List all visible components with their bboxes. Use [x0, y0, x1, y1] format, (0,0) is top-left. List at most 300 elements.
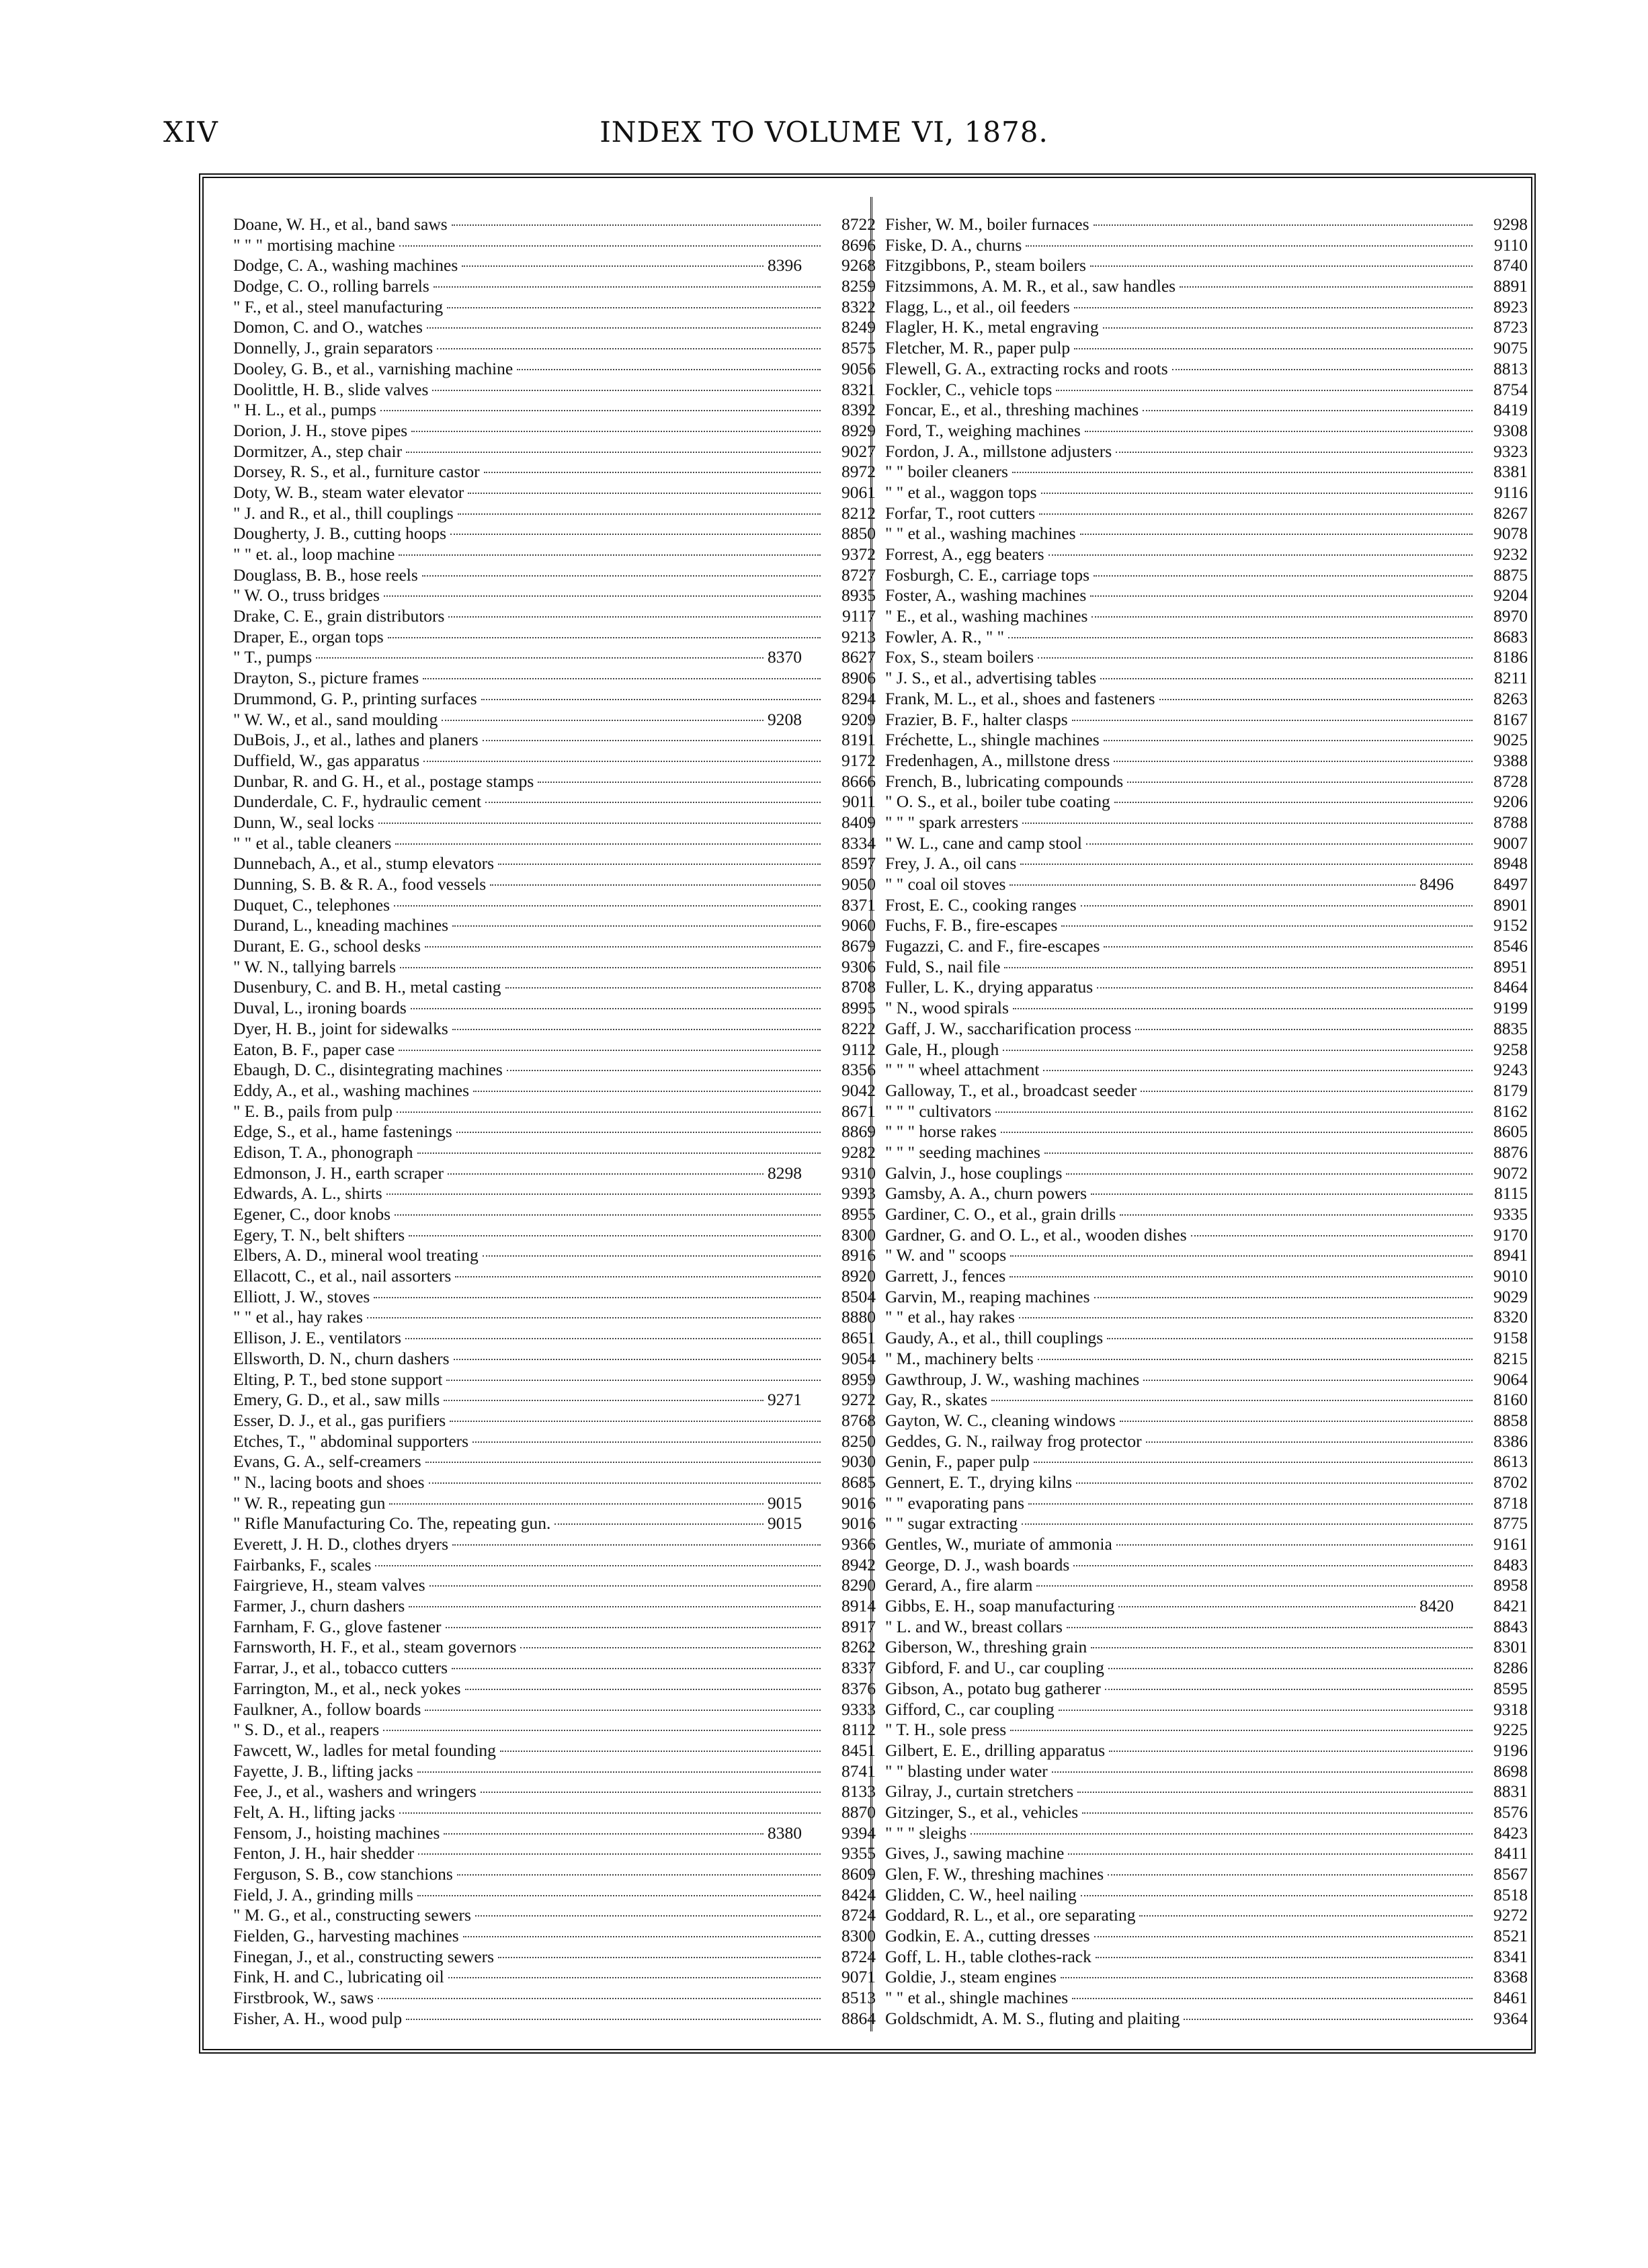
entry-page-number: 9388 [1493, 750, 1528, 770]
index-entry [233, 627, 876, 648]
entry-name: Drake, C. E., grain distributors [233, 606, 445, 626]
dot-leader [378, 823, 821, 824]
entry-name: Edge, S., et al., hame fastenings [233, 1122, 452, 1142]
entry-page-number: 9007 [1493, 833, 1528, 853]
entry-name: " " et. al., loop machine [233, 544, 395, 564]
entry-page-number: 9333 [841, 1699, 876, 1719]
entry-name: Goff, L. H., table clothes-rack [885, 1946, 1091, 1966]
dot-leader [418, 1853, 821, 1855]
dot-leader [452, 925, 821, 927]
index-entry [885, 1843, 1528, 1864]
entry-name: Dunderdale, C. F., hydraulic cement [233, 792, 482, 812]
entry-name: Gaff, J. W., saccharification process [885, 1018, 1132, 1038]
entry-page-number: 8916 [841, 1245, 876, 1265]
entry-page-number: 9078 [1493, 523, 1528, 544]
index-entry [885, 297, 1528, 318]
index-entry [233, 1349, 876, 1370]
index-entry [885, 2009, 1528, 2029]
entry-name: " " " mortising machine [233, 235, 395, 255]
entry-name: Drayton, S., picture frames [233, 668, 419, 688]
entry-page-number: 8162 [1493, 1101, 1528, 1121]
index-entry [233, 1245, 876, 1266]
index-entry [233, 400, 876, 421]
dot-leader [991, 1400, 1473, 1401]
dot-leader [995, 1111, 1473, 1113]
entry-name: Fee, J., et al., washers and wringers [233, 1781, 477, 1802]
entry-page-number: 8864 [841, 2008, 876, 2028]
entry-page-number: 8901 [1493, 894, 1528, 915]
dot-leader [484, 472, 821, 473]
dot-leader [1038, 657, 1473, 659]
entry-name: Fuchs, F. B., fire-escapes [885, 915, 1058, 935]
index-entry [233, 1081, 876, 1101]
index-entry [233, 1864, 876, 1885]
entry-name: " " " horse rakes [885, 1122, 997, 1142]
entry-name: " Rifle Manufacturing Co. The, repeating gun. [233, 1513, 551, 1534]
entry-name: Gentles, W., muriate of ammonia [885, 1534, 1112, 1554]
index-entry [233, 833, 876, 854]
index-entry [233, 503, 876, 524]
entry-page-number: 8696 [841, 235, 876, 255]
entry-page-number: 8222 [841, 1018, 876, 1038]
dot-leader [490, 884, 821, 886]
dot-leader [450, 534, 821, 535]
entry-name: Gerard, A., fire alarm [885, 1575, 1033, 1595]
entry-alt-page: 9271 [768, 1390, 802, 1410]
entry-name: Fitzgibbons, P., steam boilers [885, 255, 1086, 276]
entry-page-number: 8917 [841, 1616, 876, 1636]
entry-page-number: 8923 [1493, 296, 1528, 317]
dot-leader [452, 1544, 821, 1546]
index-entry [233, 1885, 876, 1906]
dot-leader [423, 678, 821, 679]
index-entry [233, 359, 876, 380]
entry-page-number: 9011 [841, 792, 876, 812]
entry-page-number: 9060 [841, 915, 876, 935]
entry-name: " E. B., pails from pulp [233, 1101, 393, 1121]
index-entry [233, 1534, 876, 1555]
dot-leader [457, 1874, 821, 1876]
entry-page-number: 8263 [1493, 688, 1528, 708]
entry-name: " J. S., et al., advertising tables [885, 668, 1097, 688]
index-entry [233, 565, 876, 586]
index-entry [233, 1328, 876, 1349]
index-entry [885, 359, 1528, 380]
entry-name: Flewell, G. A., extracting rocks and roots [885, 358, 1168, 378]
entry-page-number: 9282 [841, 1142, 876, 1162]
index-entry [885, 936, 1528, 957]
index-entry [233, 751, 876, 771]
entry-page-number: 8504 [841, 1286, 876, 1306]
entry-name: " " et al., shingle machines [885, 1988, 1069, 2008]
index-entry [233, 1802, 876, 1823]
index-entry [885, 1720, 1528, 1740]
dot-leader [483, 1255, 821, 1257]
entry-page-number: 8891 [1493, 276, 1528, 296]
entry-name: " N., lacing boots and shoes [233, 1472, 425, 1492]
dot-leader [1094, 224, 1473, 226]
index-entry [233, 1122, 876, 1142]
dot-leader [423, 761, 821, 762]
dot-leader [434, 286, 821, 288]
dot-leader [444, 1833, 764, 1835]
index-entry [233, 442, 876, 462]
dot-leader [463, 1936, 821, 1937]
index-entry [233, 1101, 876, 1122]
dot-leader [1081, 905, 1473, 907]
entry-page-number: 8368 [1493, 1967, 1528, 1987]
index-entry [233, 647, 876, 668]
dot-leader [1104, 946, 1473, 948]
index-entry [885, 482, 1528, 503]
entry-name: Duffield, W., gas apparatus [233, 750, 420, 770]
entry-page-number: 8212 [841, 503, 876, 523]
index-entry [885, 1699, 1528, 1720]
dot-leader [1044, 1152, 1473, 1154]
entry-page-number: 8424 [841, 1884, 876, 1904]
entry-name: Firstbrook, W., saws [233, 1988, 374, 2008]
dot-leader [447, 307, 821, 308]
entry-page-number: 8876 [1493, 1142, 1528, 1162]
index-entry [885, 1637, 1528, 1658]
entry-name: Giberson, W., threshing grain [885, 1637, 1087, 1657]
entry-page-number: 9172 [841, 750, 876, 770]
entry-page-number: 9170 [1493, 1224, 1528, 1245]
index-entry [233, 338, 876, 359]
dot-leader [427, 327, 821, 329]
dot-leader [1043, 1070, 1473, 1071]
dot-leader [1094, 1297, 1473, 1298]
dot-leader [383, 1730, 821, 1731]
entry-page-number: 8627 [841, 647, 876, 667]
entry-page-number: 8115 [1493, 1183, 1528, 1204]
index-entry [885, 400, 1528, 421]
entry-alt-page: 9015 [768, 1493, 802, 1513]
entry-page-number: 9364 [1493, 2008, 1528, 2028]
index-entry [233, 812, 876, 833]
entry-name: Gennert, E. T., drying kilns [885, 1472, 1073, 1492]
entry-page-number: 9243 [1493, 1060, 1528, 1080]
dot-leader [409, 1235, 821, 1236]
entry-page-number: 9158 [1493, 1328, 1528, 1348]
entry-name: " L. and W., breast collars [885, 1616, 1063, 1636]
dot-leader [1100, 678, 1473, 679]
dot-leader [1116, 452, 1473, 453]
index-entry [233, 1266, 876, 1287]
index-entry [885, 317, 1528, 338]
entry-page-number: 9199 [1493, 998, 1528, 1018]
index-entry [885, 1740, 1528, 1761]
index-entry [885, 1204, 1528, 1225]
dot-leader [458, 513, 821, 515]
entry-page-number: 8215 [1493, 1348, 1528, 1368]
index-entry [885, 338, 1528, 359]
entry-page-number: 8875 [1493, 564, 1528, 585]
dot-leader [1038, 1359, 1473, 1360]
entry-name: " " " seeding machines [885, 1142, 1040, 1162]
index-entry [233, 421, 876, 442]
entry-page-number: 8683 [1493, 626, 1528, 646]
dot-leader [1073, 1565, 1473, 1566]
dot-leader [1020, 864, 1473, 865]
dot-leader [1127, 782, 1473, 783]
entry-name: Dyer, H. B., joint for sidewalks [233, 1018, 448, 1038]
entry-alt-page: 8396 [768, 255, 802, 276]
entry-page-number: 8250 [841, 1431, 876, 1451]
entry-page-number: 8775 [1493, 1513, 1528, 1534]
entry-page-number: 9310 [841, 1163, 876, 1183]
entry-name: Dooley, G. B., et al., varnishing machine [233, 358, 513, 378]
index-entry [233, 1658, 876, 1679]
index-entry [885, 503, 1528, 524]
dot-leader [473, 1091, 821, 1092]
dot-leader [1108, 1874, 1473, 1876]
entry-name: Dunn, W., seal locks [233, 812, 374, 832]
dot-leader [1059, 1710, 1473, 1711]
entry-name: Fielden, G., harvesting machines [233, 1926, 459, 1946]
index-entry [233, 1225, 876, 1246]
entry-page-number: 9027 [841, 441, 876, 461]
index-entry [233, 1761, 876, 1782]
entry-page-number: 8409 [841, 812, 876, 832]
entry-name: " W. and " scoops [885, 1245, 1007, 1265]
entry-name: Galvin, J., hose couplings [885, 1163, 1063, 1183]
entry-name: Ellacott, C., et al., nail assorters [233, 1266, 452, 1286]
dot-leader [1090, 265, 1473, 267]
dot-leader [389, 1503, 764, 1505]
entry-name: " " et al., hay rakes [233, 1307, 363, 1327]
entry-page-number: 8906 [841, 668, 876, 688]
entry-name: Doane, W. H., et al., band saws [233, 214, 448, 234]
index-entry [885, 1225, 1528, 1246]
entry-page-number: 8920 [841, 1266, 876, 1286]
index-entry [885, 606, 1528, 627]
entry-alt-page: 8298 [768, 1163, 802, 1183]
entry-name: Elbers, A. D., mineral wool treating [233, 1245, 479, 1265]
entry-page-number: 8322 [841, 296, 876, 317]
entry-name: Fisher, A. H., wood pulp [233, 2008, 403, 2028]
index-entry [885, 1967, 1528, 1988]
index-entry [885, 895, 1528, 916]
entry-name: Frank, M. L., et al., shoes and fasteners [885, 688, 1155, 708]
entry-name: Farnham, F. G., glove fastener [233, 1616, 442, 1636]
dot-leader [1010, 1730, 1473, 1731]
index-entry [233, 276, 876, 297]
index-entry [885, 1370, 1528, 1390]
index-entry [233, 895, 876, 916]
dot-leader [450, 1421, 821, 1422]
index-entry [885, 1534, 1528, 1555]
index-entry [885, 523, 1528, 544]
entry-page-number: 8722 [841, 214, 876, 234]
index-entry [233, 710, 876, 730]
index-entry [233, 1947, 876, 1968]
index-entry [233, 585, 876, 606]
index-entry [885, 544, 1528, 565]
index-entry [233, 1204, 876, 1225]
dot-leader [1094, 575, 1473, 577]
entry-name: " " et al., waggon tops [885, 482, 1037, 502]
index-entry [233, 1163, 876, 1184]
entry-page-number: 8970 [1493, 606, 1528, 626]
entry-name: Dorsey, R. S., et al., furniture castor [233, 462, 480, 482]
index-entry [885, 1802, 1528, 1823]
index-entry [233, 1575, 876, 1596]
index-entry [885, 1183, 1528, 1204]
entry-name: Dunning, S. B. & R. A., food vessels [233, 874, 487, 894]
dot-leader [422, 575, 821, 577]
dot-leader [432, 390, 821, 391]
index-entry [233, 297, 876, 318]
entry-name: " " et al., washing machines [885, 523, 1076, 544]
entry-name: Dougherty, J. B., cutting hoops [233, 523, 447, 544]
entry-page-number: 8267 [1493, 503, 1528, 523]
dot-leader [1074, 307, 1473, 308]
entry-page-number: 9308 [1493, 420, 1528, 440]
index-entry [233, 1390, 876, 1411]
entry-page-number: 8294 [841, 688, 876, 708]
entry-alt-page: 8370 [768, 647, 802, 667]
entry-name: Foncar, E., et al., threshing machines [885, 400, 1139, 420]
entry-name: " " " cultivators [885, 1101, 991, 1121]
dot-leader [452, 1668, 821, 1669]
index-entry [885, 833, 1528, 854]
index-entry [885, 1926, 1528, 1947]
index-entry [885, 751, 1528, 771]
entry-name: Fordon, J. A., millstone adjusters [885, 441, 1112, 461]
dot-leader [409, 1606, 821, 1607]
entry-name: Finegan, J., et al., constructing sewers [233, 1946, 495, 1966]
entry-page-number: 9258 [1493, 1039, 1528, 1059]
dot-leader [448, 616, 821, 618]
entry-name: Felt, A. H., lifting jacks [233, 1802, 395, 1822]
entry-page-number: 8995 [841, 998, 876, 1018]
entry-page-number: 8320 [1493, 1307, 1528, 1327]
entry-name: George, D. J., wash boards [885, 1554, 1070, 1574]
entry-name: " M., machinery belts [885, 1348, 1034, 1368]
index-entry [233, 1411, 876, 1431]
dot-leader [425, 946, 821, 948]
entry-page-number: 9372 [841, 544, 876, 564]
dot-leader [1086, 843, 1473, 845]
entry-name: Dodge, C. A., washing machines [233, 255, 458, 276]
dot-leader [1091, 1647, 1473, 1648]
dot-leader [454, 1359, 821, 1360]
index-entry [233, 957, 876, 978]
index-entry [885, 1411, 1528, 1431]
dot-leader [1108, 1668, 1473, 1669]
dot-leader [388, 637, 821, 638]
entry-name: Egener, C., door knobs [233, 1204, 391, 1224]
entry-name: Gibbs, E. H., soap manufacturing [885, 1596, 1115, 1616]
entry-name: Goldschmidt, A. M. S., fluting and plaiting [885, 2008, 1180, 2028]
index-entry [885, 1781, 1528, 1802]
entry-page-number: 9016 [841, 1493, 876, 1513]
dot-leader [1036, 1585, 1473, 1587]
index-entry [233, 1843, 876, 1864]
entry-name: Frost, E. C., cooking ranges [885, 894, 1077, 915]
entry-name: Fosburgh, C. E., carriage tops [885, 564, 1090, 585]
entry-page-number: 8211 [1493, 668, 1528, 688]
index-entry [233, 977, 876, 998]
dot-leader [1013, 1008, 1473, 1009]
index-entry [233, 523, 876, 544]
entry-name: Genin, F., paper pulp [885, 1452, 1030, 1472]
dot-leader [498, 864, 821, 865]
index-entry [885, 565, 1528, 586]
entry-name: Goldie, J., steam engines [885, 1967, 1057, 1987]
index-entry [233, 1555, 876, 1576]
dot-leader [1191, 1235, 1473, 1236]
entry-name: Etches, T., " abdominal supporters [233, 1431, 469, 1451]
entry-name: Dorion, J. H., stove pipes [233, 420, 408, 440]
index-entry [233, 998, 876, 1019]
entry-page-number: 8959 [841, 1369, 876, 1389]
index-entry [233, 317, 876, 338]
index-entry [885, 1163, 1528, 1184]
dot-leader [448, 1977, 821, 1978]
entry-page-number: 9029 [1493, 1286, 1528, 1306]
dot-leader [517, 369, 821, 370]
dot-leader [380, 410, 821, 411]
index-entry [233, 1740, 876, 1761]
index-entry [233, 689, 876, 710]
entry-page-number: 8576 [1493, 1802, 1528, 1822]
dot-leader [1067, 1627, 1473, 1628]
dot-leader [386, 1193, 821, 1195]
entry-name: Flagg, L., et al., oil feeders [885, 296, 1070, 317]
entry-name: Godkin, E. A., cutting dresses [885, 1926, 1090, 1946]
entry-name: Elliott, J. W., stoves [233, 1286, 370, 1306]
dot-leader [1120, 1214, 1473, 1216]
entry-page-number: 8300 [841, 1926, 876, 1946]
index-entry [233, 1431, 876, 1452]
dot-leader [507, 1070, 821, 1071]
entry-name: Gayton, W. C., cleaning windows [885, 1410, 1116, 1430]
index-entry [233, 936, 876, 957]
dot-leader [1091, 1193, 1473, 1195]
dot-leader [971, 1833, 1473, 1835]
entry-name: Everett, J. H. D., clothes dryers [233, 1534, 449, 1554]
entry-page-number: 9054 [841, 1348, 876, 1368]
entry-page-number: 8249 [841, 317, 876, 337]
entry-name: " M. G., et al., constructing sewers [233, 1905, 471, 1925]
dot-leader [483, 740, 821, 741]
dot-leader [1118, 1606, 1415, 1607]
entry-page-number: 9050 [841, 874, 876, 894]
entry-name: Fawcett, W., ladles for metal founding [233, 1740, 496, 1760]
entry-name: Garvin, M., reaping machines [885, 1286, 1090, 1306]
dot-leader [1052, 1771, 1473, 1773]
page-header [0, 116, 1648, 156]
entry-name: " " " spark arresters [885, 812, 1019, 832]
index-entry [885, 1307, 1528, 1328]
entry-page-number: 8813 [1493, 358, 1528, 378]
entry-name: Douglass, B. B., hose reels [233, 564, 418, 585]
index-entry [233, 874, 876, 895]
entry-page-number: 9196 [1493, 1740, 1528, 1760]
entry-page-number: 9112 [841, 1039, 876, 1059]
entry-name: Draper, E., organ tops [233, 626, 384, 646]
entry-page-number: 8671 [841, 1101, 876, 1121]
entry-page-number: 8521 [1493, 1926, 1528, 1946]
entry-name: " " coal oil stoves [885, 874, 1006, 894]
index-entry [885, 1101, 1528, 1122]
entry-page-number: 9064 [1493, 1369, 1528, 1389]
entry-alt-page: 9208 [768, 709, 802, 729]
index-column-right [885, 214, 1528, 2029]
entry-name: Gibford, F. and U., car coupling [885, 1658, 1104, 1678]
